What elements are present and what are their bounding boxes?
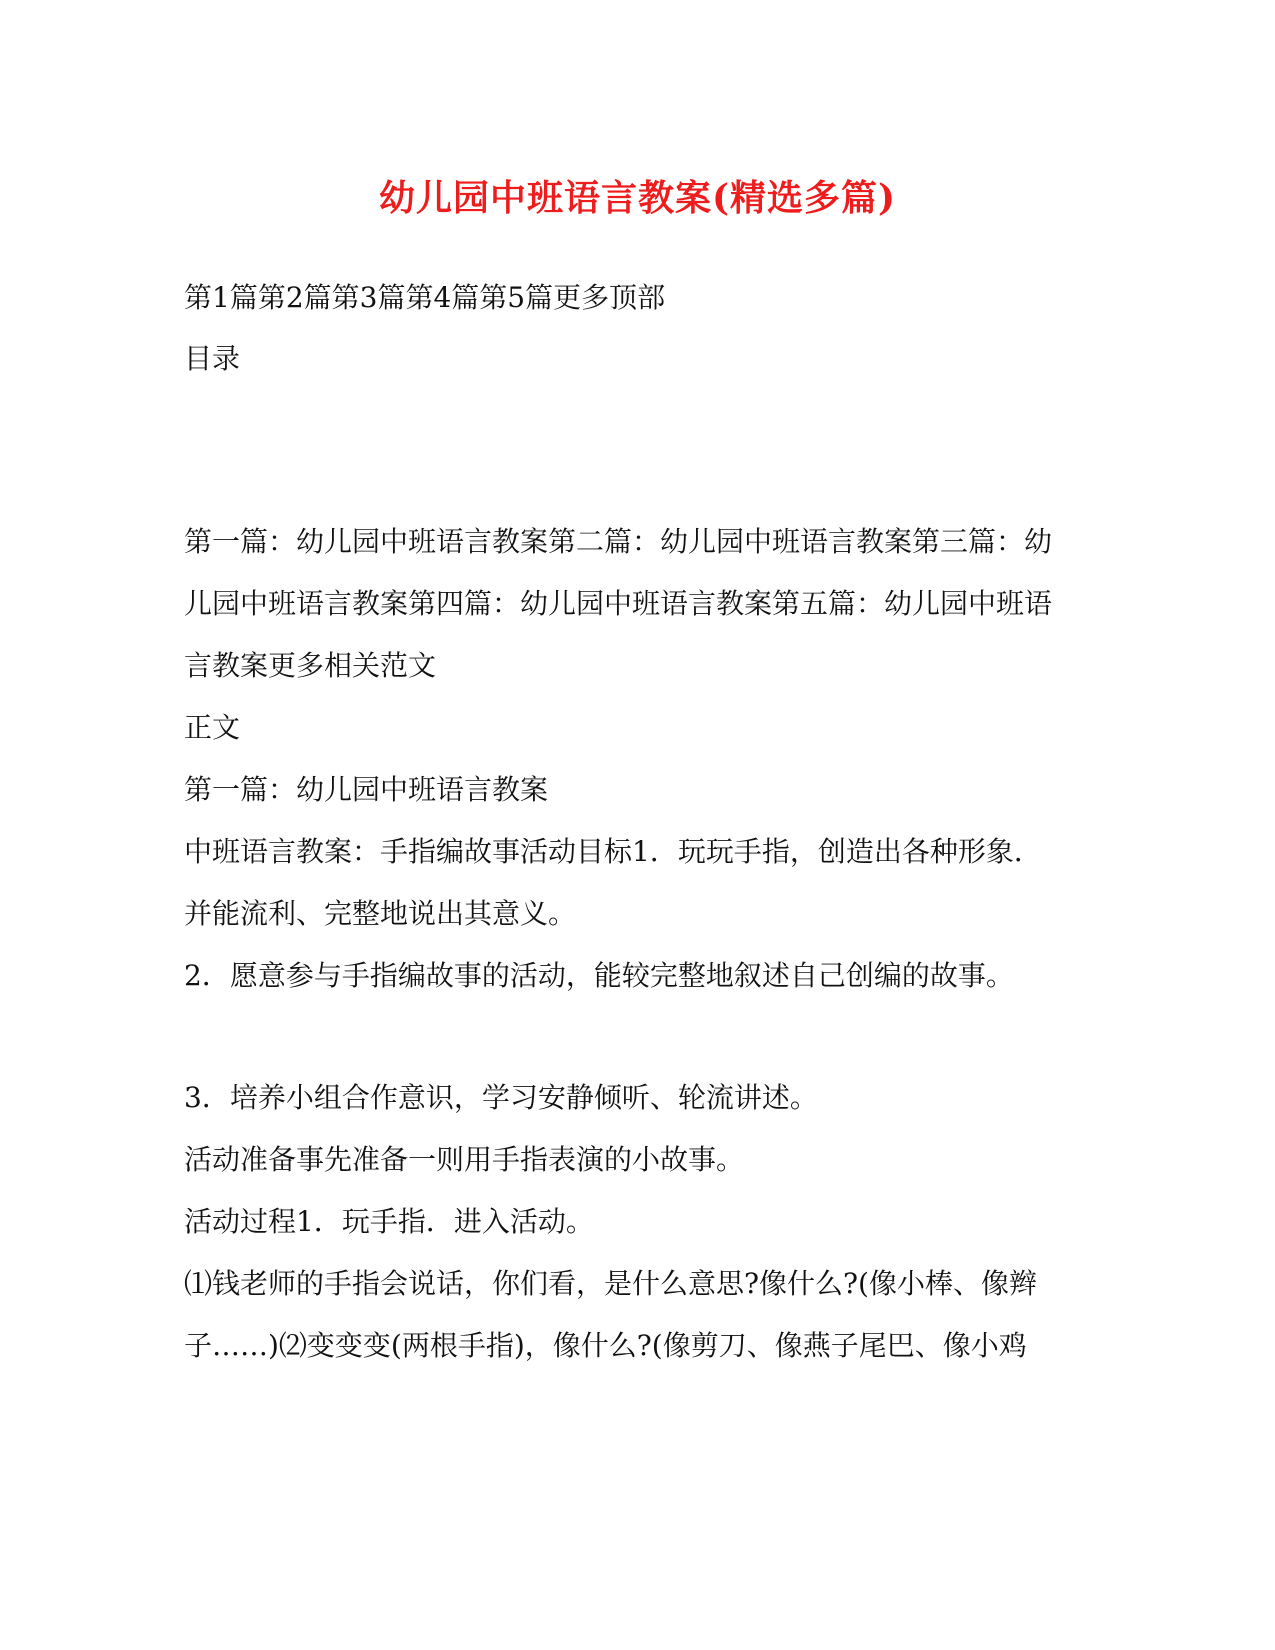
section-1-heading: 第一篇：幼儿园中班语言教案 (184, 773, 549, 806)
nav-links[interactable]: 第1篇第2篇第3篇第4篇第5篇更多顶部 (184, 281, 666, 314)
document-title: 幼儿园中班语言教案(精选多篇) (378, 177, 897, 219)
paragraph-process: 活动过程1．玩手指．进入活动。 (184, 1205, 594, 1238)
paragraph-preparation: 活动准备事先准备一则用手指表演的小故事。 (184, 1143, 745, 1176)
paragraph-goal-3: 3．培养小组合作意识，学习安静倾听、轮流讲述。 (184, 1081, 818, 1114)
paragraph-step-1-line-1: ⑴钱老师的手指会说话，你们看，是什么意思?像什么?(像小棒、像辫 (184, 1267, 1037, 1300)
toc-heading: 目录 (184, 342, 241, 375)
toc-entries-line-1[interactable]: 第一篇：幼儿园中班语言教案第二篇：幼儿园中班语言教案第三篇：幼 (184, 525, 1053, 558)
paragraph-step-1-line-2: 子……)⑵变变变(两根手指)，像什么?(像剪刀、像燕子尾巴、像小鸡 (184, 1329, 1027, 1362)
paragraph-goal-2: 2．愿意参与手指编故事的活动，能较完整地叙述自己创编的故事。 (184, 959, 1014, 992)
toc-entries-line-2[interactable]: 儿园中班语言教案第四篇：幼儿园中班语言教案第五篇：幼儿园中班语 (184, 587, 1053, 620)
paragraph-goal-1-line-2: 并能流利、完整地说出其意义。 (184, 897, 577, 930)
toc-entries-line-3[interactable]: 言教案更多相关范文 (184, 649, 437, 682)
paragraph-goal-1-line-1: 中班语言教案：手指编故事活动目标1．玩玩手指，创造出各种形象． (184, 835, 1042, 868)
body-heading: 正文 (184, 711, 241, 744)
